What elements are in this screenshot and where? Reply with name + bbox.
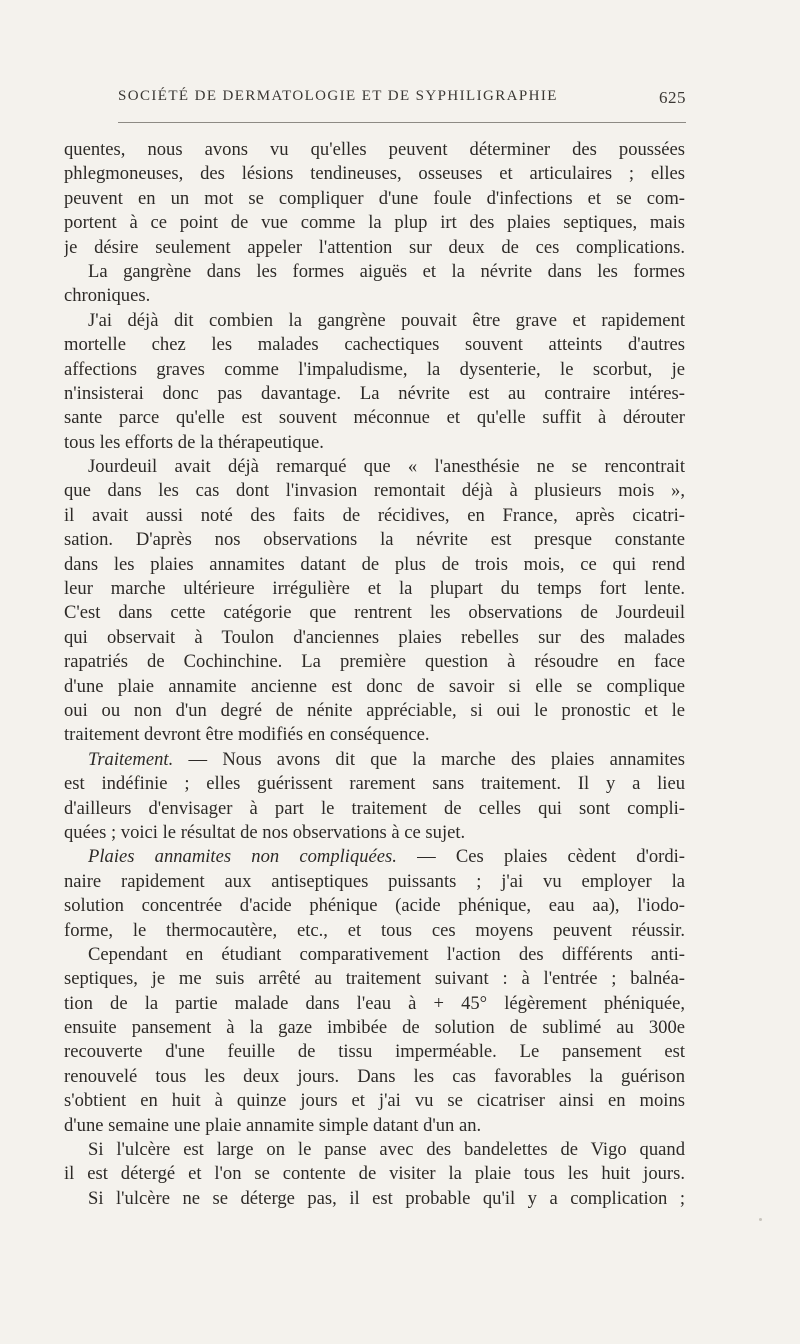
page-number: 625 bbox=[659, 88, 686, 107]
text-line: je désire seulement appeler l'attention sur deux de ces complications. bbox=[64, 236, 685, 258]
text-line-rest: — Ces plaies cèdent d'ordi- bbox=[417, 846, 685, 868]
text-line: recouverte d'une feuille de tissu imperméable. Le pansement est bbox=[64, 1041, 685, 1063]
text-line: peuvent en un mot se compliquer d'une foule d'infections et se com- bbox=[64, 187, 685, 209]
text-line: Si l'ulcère ne se déterge pas, il est probable qu'il y a complication ; bbox=[88, 1187, 685, 1209]
text-line: que dans les cas dont l'invasion remontait déjà à plusieurs mois », bbox=[64, 480, 685, 502]
text-line: oui ou non d'un degré de nénite appréciable, si oui le pronostic et le bbox=[64, 699, 685, 721]
text-line: est indéfinie ; elles guérissent rarement sans traitement. Il y a lieu bbox=[64, 773, 685, 795]
text-line: d'une semaine une plaie annamite simple datant d'un an. bbox=[64, 1114, 482, 1136]
text-line: d'une plaie annamite ancienne est donc de savoir si elle se complique bbox=[64, 675, 685, 697]
text-line bbox=[64, 748, 685, 772]
text-line: ensuite pansement à la gaze imbibée de solution de sublimé au 300e bbox=[64, 1017, 685, 1039]
text-line: s'obtient en huit à quinze jours et j'ai vu se cicatriser ainsi en moins bbox=[64, 1090, 685, 1112]
text-line: il est détergé et l'on se contente de visiter la plaie tous les huit jours. bbox=[64, 1163, 685, 1185]
text-line: leur marche ultérieure irrégulière et la plupart du temps fort lente. bbox=[64, 578, 685, 600]
text-line: tion de la partie malade dans l'eau à + 45° légèrement phéniquée, bbox=[64, 992, 685, 1014]
text-line-rest: — Nous avons dit que la marche des plaies annamites bbox=[188, 748, 685, 770]
paper-speck bbox=[759, 1218, 762, 1221]
header-rule bbox=[118, 122, 686, 123]
text-line: sation. D'après nos observations la névrite est presque constante bbox=[64, 529, 685, 551]
text-line: rapatriés de Cochinchine. La première question à résoudre en face bbox=[64, 651, 685, 673]
text-line: qui observait à Toulon d'anciennes plaies rebelles sur des malades bbox=[64, 626, 685, 648]
text-line: Cependant en étudiant comparativement l'action des différents anti- bbox=[88, 943, 685, 965]
section-heading-traitement: Traitement. bbox=[88, 748, 174, 770]
text-line: forme, le thermocautère, etc., et tous ces moyens peuvent réussir. bbox=[64, 919, 685, 941]
text-line: quées ; voici le résultat de nos observations à ce sujet. bbox=[64, 821, 466, 843]
text-line: renouvelé tous les deux jours. Dans les cas favorables la guérison bbox=[64, 1065, 685, 1087]
text-line: phlegmoneuses, des lésions tendineuses, osseuses et articulaires ; elles bbox=[64, 163, 685, 185]
text-line: chroniques. bbox=[64, 285, 151, 307]
text-line: J'ai déjà dit combien la gangrène pouvait être grave et rapidement bbox=[88, 309, 685, 331]
text-line: solution concentrée d'acide phénique (acide phénique, eau aa), l'iodo- bbox=[64, 895, 685, 917]
text-line: dans les plaies annamites datant de plus de trois mois, ce qui rend bbox=[64, 553, 685, 575]
section-heading-plaies: Plaies annamites non compliquées. bbox=[88, 846, 397, 868]
text-line: C'est dans cette catégorie que rentrent les observations de Jourdeuil bbox=[64, 602, 685, 624]
running-header bbox=[118, 88, 686, 110]
text-line: d'ailleurs d'envisager à part le traitement de celles qui sont compli- bbox=[64, 797, 685, 819]
text-line: naire rapidement aux antiseptiques puissants ; j'ai vu employer la bbox=[64, 870, 685, 892]
running-title: SOCIÉTÉ DE DERMATOLOGIE ET DE SYPHILIGRAPHIE bbox=[118, 88, 558, 104]
text-line: il avait aussi noté des faits de récidives, en France, après cicatri- bbox=[64, 504, 685, 526]
text-line: affections graves comme l'impaludisme, la dysenterie, le scorbut, je bbox=[64, 358, 685, 380]
text-line: Si l'ulcère est large on le panse avec des bandelettes de Vigo quand bbox=[88, 1139, 685, 1161]
text-line: traitement devront être modifiés en conséquence. bbox=[64, 724, 430, 746]
text-line: n'insisterai donc pas davantage. La névrite est au contraire intéres- bbox=[64, 382, 685, 404]
text-line: Jourdeuil avait déjà remarqué que « l'anesthésie ne se rencontrait bbox=[88, 456, 685, 478]
text-line bbox=[64, 845, 685, 869]
body-text bbox=[64, 138, 685, 1211]
text-line: portent à ce point de vue comme la plup irt des plaies septiques, mais bbox=[64, 212, 685, 234]
text-line: septiques, je me suis arrêté au traitement suivant : à l'entrée ; balnéa- bbox=[64, 968, 685, 990]
text-line: La gangrène dans les formes aiguës et la névrite dans les formes bbox=[88, 260, 685, 282]
text-line: tous les efforts de la thérapeutique. bbox=[64, 431, 324, 453]
text-line: sante parce qu'elle est souvent méconnue et qu'elle suffit à dérouter bbox=[64, 407, 685, 429]
text-line: mortelle chez les malades cachectiques souvent atteints d'autres bbox=[64, 334, 685, 356]
text-line: quentes, nous avons vu qu'elles peuvent déterminer des poussées bbox=[64, 139, 685, 160]
